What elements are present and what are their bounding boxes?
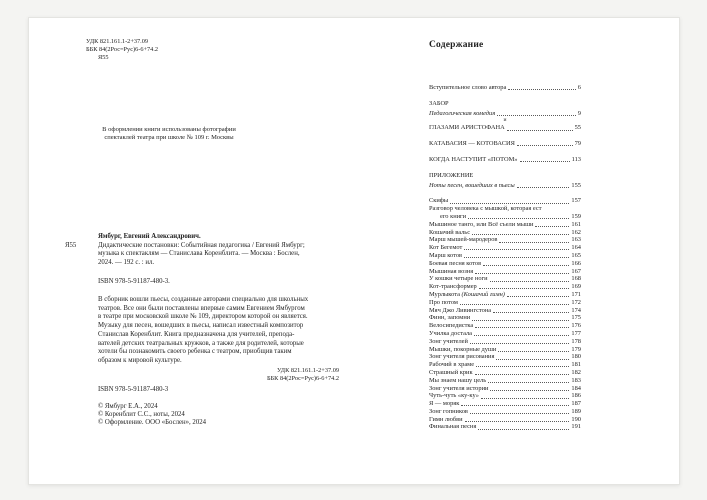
toc-entry-label: и [503, 117, 507, 124]
toc-entry [429, 260, 581, 268]
toc-entry [429, 197, 581, 205]
toc-page-number: 168 [571, 275, 581, 283]
toc-entry-label: Страшный крик [429, 368, 473, 376]
toc-entry-label: Зонг учителей [429, 337, 468, 345]
toc-dot-leader [468, 218, 569, 219]
toc-entry [429, 330, 581, 338]
toc-entry-label: ПРИЛОЖЕНИЕ [429, 171, 474, 179]
toc-dot-leader [476, 366, 569, 367]
toc-dot-leader [507, 296, 570, 297]
toc-entry-label: Рабочий в храме [429, 361, 475, 369]
text-line: УДК 821.161.1-2+37.09 [276, 367, 339, 374]
toc-entry-label: Училка достала [429, 329, 473, 337]
toc-page-number: 186 [571, 392, 581, 400]
toc-entry [429, 392, 581, 400]
toc-entry-label: ЗАБОР [429, 99, 449, 107]
toc-dot-leader [507, 130, 573, 131]
toc-page-number: 161 [571, 220, 581, 228]
toc-dot-leader [496, 359, 569, 360]
text-line: спектаклей театра при школе № 109 г. Москвы [104, 134, 234, 142]
toc-dot-leader [464, 257, 569, 258]
text-line: образом к мировой культуре. [98, 356, 182, 364]
toc-entry-label: Мышиное танго, или Всё съели мыши [429, 220, 534, 228]
toc-entry-label: Зонг гопников [429, 407, 468, 415]
toc-entry-label: Мы знаем нашу цель [429, 376, 487, 384]
toc-entry [429, 400, 581, 408]
toc-entry [429, 322, 581, 330]
toc-page-number: 162 [571, 228, 581, 236]
toc-dot-leader [481, 398, 569, 399]
toc-entry [429, 423, 581, 431]
toc-dot-leader [474, 335, 569, 336]
toc-entry [429, 314, 581, 322]
toc-page-number: 189 [571, 407, 581, 415]
toc-entry-label: Гимн любви [429, 415, 463, 423]
toc-page-number: 167 [571, 267, 581, 275]
annotation [98, 296, 339, 366]
toc-entry [429, 221, 581, 229]
toc-entry-label: КАТАВАСИЯ — КОТОВАСИЯ [429, 140, 515, 148]
toc-entry-label: Ноты песен, вошедших в пьесы [429, 181, 515, 189]
copyright-block [98, 403, 206, 428]
text-line: ББК 84(2Рос=Рус)6-6+74.2 [266, 374, 339, 382]
toc-page-number: 113 [571, 155, 581, 163]
toc-entry [429, 100, 581, 108]
toc-page-number: 9 [577, 109, 581, 117]
text-line: хотели бы познакомить своего ребенка с театром, приобщив таким [98, 348, 292, 356]
toc-section [429, 172, 581, 190]
toc-entry-label: Зонг учителя истории [429, 384, 489, 392]
toc-page-number: 55 [574, 124, 581, 132]
text-line: ББК 84(2Рос=Рус)6-6+74.2 [86, 45, 159, 53]
toc-page-number: 176 [571, 322, 581, 330]
toc-page-number: 183 [571, 376, 581, 384]
toc-dot-leader [535, 226, 569, 227]
toc-entry-label: Вступительное слово автора [429, 84, 507, 91]
toc-page-number: 191 [571, 423, 581, 431]
toc-entry [429, 416, 581, 424]
toc-entry-label: Финн, запомни [429, 314, 471, 322]
toc-entry-label: его книги [440, 212, 467, 220]
toc-dot-leader [464, 249, 569, 250]
toc-entry-label: Кошачий вальс [429, 228, 471, 236]
toc-entry-label: ГЛАЗАМИ АРИСТОФАНА [429, 124, 505, 132]
toc-list [429, 84, 581, 439]
toc-entry-label: Чуть-чуть «ку-ку» [429, 392, 479, 400]
toc-entry-label: Я — моряк [429, 400, 460, 408]
catalog-description [98, 242, 339, 268]
toc-entry [429, 124, 581, 132]
toc-entry-label: Мышиная возня [429, 267, 474, 275]
toc-entry-label: Скифы [429, 197, 449, 205]
toc-section [429, 100, 581, 132]
toc-entry-label: Зонг учителя рисования [429, 353, 495, 361]
udk-bbk-codes-bottom [98, 367, 339, 383]
text-line: Станислав Коренблит. Книга предназначена для учителей, препода- [98, 330, 295, 338]
toc-dot-leader [517, 145, 573, 146]
toc-dot-leader [508, 89, 575, 90]
toc-section [429, 84, 581, 92]
toc-page-number: 169 [571, 283, 581, 291]
toc-entry [429, 252, 581, 260]
toc-page-number: 157 [571, 197, 581, 205]
text-line: УДК 821.161.1-2+37.09 [86, 38, 149, 45]
toc-entry [429, 283, 581, 291]
toc-dot-leader [499, 242, 569, 243]
photo-credit-note [79, 126, 259, 142]
toc-page-number: 172 [571, 298, 581, 306]
author-heading: Ямбург, Евгений Александрович. [98, 233, 201, 240]
toc-entry [429, 291, 581, 299]
toc-entry-label-italic: (Кошачий гимн) [459, 290, 505, 298]
toc-entry-label: Боевая песня котов [429, 259, 482, 267]
toc-dot-leader [497, 115, 576, 116]
toc-entry-label: Мурлыкота (Кошачий гимн) [429, 290, 505, 298]
toc-page-number: 164 [571, 244, 581, 252]
toc-title: Содержание [429, 40, 484, 50]
toc-dot-leader [479, 288, 570, 289]
toc-entry [429, 268, 581, 276]
toc-page-number: 6 [577, 84, 581, 91]
text-line: Музыку для песен, вошедших в пьесы, написал известный композитор [98, 322, 304, 330]
toc-entry-label: Мяч Джо Ливингстона [429, 306, 492, 314]
catalog-code: Я55 [65, 241, 77, 249]
toc-page-number: 178 [571, 337, 581, 345]
toc-dot-leader [470, 343, 569, 344]
toc-dot-leader [478, 429, 569, 430]
toc-entry [429, 156, 581, 164]
toc-entry [429, 84, 581, 92]
isbn-top: ISBN 978-5-91187-480-3. [98, 278, 170, 285]
udk-bbk-codes-top [86, 38, 158, 61]
toc-dot-leader [490, 281, 570, 282]
toc-section [429, 140, 581, 148]
toc-entry [429, 353, 581, 361]
toc-dot-leader [470, 413, 569, 414]
text-line: Я55 [98, 53, 109, 61]
table-of-contents [429, 40, 581, 431]
toc-dot-leader [490, 390, 569, 391]
toc-entry [429, 205, 581, 213]
toc-entry-label: Про потом [429, 298, 458, 306]
toc-entry [429, 299, 581, 307]
toc-dot-leader [475, 374, 570, 375]
toc-page-number: 159 [571, 212, 581, 220]
toc-page-number: 163 [571, 236, 581, 244]
toc-page-number: 177 [571, 329, 581, 337]
toc-dot-leader [475, 273, 569, 274]
toc-entry [429, 346, 581, 354]
toc-section [429, 197, 581, 431]
toc-entry [429, 117, 581, 124]
text-line: В оформлении книги использованы фотографии [102, 126, 236, 133]
text-line: © Коренблит С.С., ноты, 2024 [98, 411, 185, 419]
toc-page-number: 179 [571, 345, 581, 353]
toc-dot-leader [472, 234, 569, 235]
toc-dot-leader [483, 265, 569, 266]
text-line: Дидактические постановки: Событийная педагогика / Евгений Ямбург; [98, 241, 305, 249]
toc-entry-label: Велосипедистка [429, 322, 474, 330]
toc-entry [429, 182, 581, 190]
bibliographic-record [65, 233, 339, 267]
text-line: вателей детских театральных кружков, а также для родителей, которые [98, 339, 304, 347]
toc-dot-leader [488, 382, 569, 383]
toc-dot-leader [465, 421, 570, 422]
toc-entry-label: Марш мышей-мародеров [429, 236, 498, 244]
toc-entry-label: Кот-трансформер [429, 283, 477, 291]
toc-entry [429, 172, 581, 180]
toc-entry [429, 361, 581, 369]
toc-entry [429, 213, 581, 221]
toc-page-number: 181 [571, 361, 581, 369]
toc-page-number: 79 [574, 140, 581, 148]
toc-entry [429, 408, 581, 416]
toc-entry [429, 110, 581, 118]
toc-entry [429, 377, 581, 385]
toc-dot-leader [450, 203, 569, 204]
toc-dot-leader [520, 161, 570, 162]
toc-entry [429, 229, 581, 237]
toc-page-number: 166 [571, 259, 581, 267]
text-line: театров. Все они были поставлены впервые самим Евгением Ямбургом [98, 304, 305, 312]
toc-dot-leader [493, 312, 569, 313]
toc-section [429, 156, 581, 164]
text-line: музыка к спектаклям — Станислава Коренблита. — Москва : Бослен, [98, 250, 300, 258]
toc-entry-label: У кошки четыре ноги [429, 275, 488, 283]
toc-page-number: 180 [571, 353, 581, 361]
toc-entry-label: Кот Бегемот [429, 244, 463, 252]
toc-entry [429, 385, 581, 393]
toc-page-number: 171 [571, 290, 581, 298]
toc-dot-leader [475, 327, 569, 328]
toc-entry [429, 140, 581, 148]
toc-entry-label: Педагогическая комедия [429, 109, 496, 117]
toc-dot-leader [517, 187, 570, 188]
text-line: © Оформление. ООО «Бослен», 2024 [98, 419, 207, 427]
text-line: в театре при московской школе № 109, директором которой он является. [98, 313, 308, 321]
toc-page-number: 187 [571, 400, 581, 408]
book-spread [28, 17, 680, 485]
toc-entry [429, 338, 581, 346]
toc-page-number: 174 [571, 306, 581, 314]
text-line: © Ямбург Е.А., 2024 [98, 403, 158, 410]
toc-page-number: 182 [571, 368, 581, 376]
toc-entry [429, 244, 581, 252]
toc-entry-label: Мышки, покорные души [429, 345, 497, 353]
toc-dot-leader [472, 320, 569, 321]
toc-page-number: 155 [571, 181, 581, 189]
toc-dot-leader [461, 405, 569, 406]
toc-page-number: 190 [571, 415, 581, 423]
toc-page-number: 175 [571, 314, 581, 322]
isbn-bottom: ISBN 978-5-91187-480-3 [98, 386, 169, 393]
toc-entry-label: КОГДА НАСТУПИТ «ПОТОМ» [429, 155, 518, 163]
text-line: В сборник вошли пьесы, созданные авторами специально для школьных [98, 296, 309, 303]
toc-page-number: 165 [571, 251, 581, 259]
toc-entry [429, 275, 581, 283]
toc-entry [429, 369, 581, 377]
toc-dot-leader [460, 304, 569, 305]
toc-dot-leader [498, 351, 569, 352]
toc-entry [429, 307, 581, 315]
toc-page-number: 184 [571, 384, 581, 392]
text-line: 2024. — 192 с. : ил. [98, 258, 155, 266]
toc-entry-label: Марш котов [429, 251, 463, 259]
toc-entry [429, 236, 581, 244]
toc-entry-label: Разговор человека с мышкой, которая ест [429, 205, 542, 213]
toc-entry-label: Финальная песня [429, 423, 477, 431]
